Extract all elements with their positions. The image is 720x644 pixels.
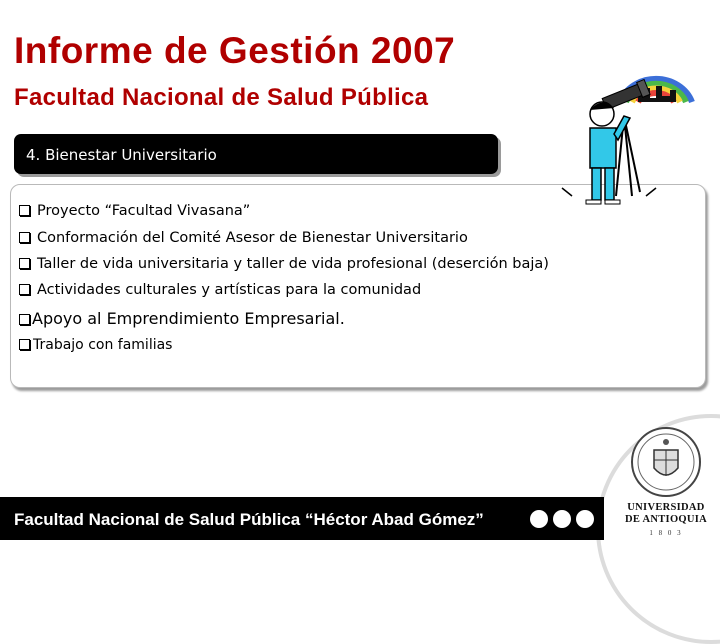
checkbox-bullet-icon [19, 284, 30, 295]
list-item [19, 282, 421, 298]
list-item-text: Proyecto “Facultad Vivasana” [37, 203, 251, 219]
footer-dot-icon [553, 510, 571, 528]
list-item [19, 337, 172, 353]
list-item-text: Taller de vida universitaria y taller de vida profesional (deserción baja) [37, 256, 549, 272]
list-item-text: Conformación del Comité Asesor de Bienestar Universitario [37, 230, 468, 246]
university-name [616, 502, 716, 526]
checkbox-bullet-icon [19, 258, 30, 269]
checkbox-bullet-icon [19, 339, 30, 350]
university-name-line1: UNIVERSIDAD [627, 502, 705, 513]
university-year: 1 8 0 3 [649, 529, 683, 537]
list-item-text: Apoyo al Emprendimiento Empresarial. [32, 309, 345, 328]
list-item-text: Actividades culturales y artísticas para la comunidad [37, 282, 422, 298]
footer-dot-icon [530, 510, 548, 528]
page-subtitle: Facultad Nacional de Salud Pública [14, 84, 429, 111]
footer-bar [0, 497, 604, 540]
list-item [19, 256, 549, 272]
checkbox-bullet-icon [19, 314, 30, 325]
section-header [14, 134, 498, 174]
university-seal-icon [628, 424, 704, 502]
list-item [19, 230, 468, 246]
university-name-line2: DE ANTIOQUIA [624, 514, 708, 525]
page-title: Informe de Gestión 2007 [14, 30, 456, 71]
footer-dot-icon [576, 510, 594, 528]
checkbox-bullet-icon [19, 232, 30, 243]
list-item [19, 309, 345, 328]
section-label: 4. Bienestar Universitario [26, 146, 217, 164]
list-item-text: Trabajo con familias [33, 337, 173, 353]
footer-text: Facultad Nacional de Salud Pública “Héctor Abad Gómez” [14, 510, 484, 529]
list-item [19, 203, 250, 219]
person-with-telescope-icon [560, 58, 700, 218]
checkbox-bullet-icon [19, 205, 30, 216]
